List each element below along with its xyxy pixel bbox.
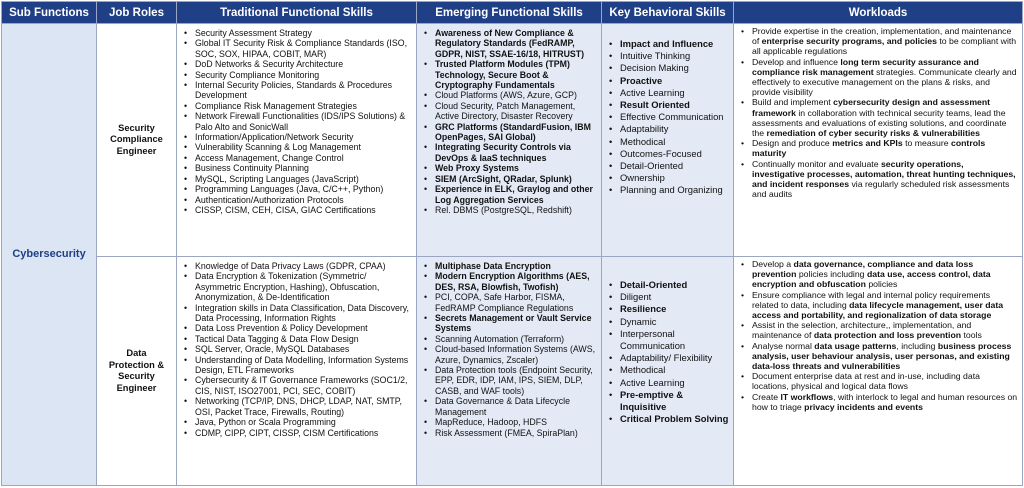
list-item-text: Detail-Oriented — [620, 279, 688, 290]
list-item — [608, 364, 729, 376]
list-item — [423, 417, 597, 427]
list-item — [423, 292, 597, 313]
list-item — [183, 344, 412, 354]
behavioral-skills-cell — [602, 257, 734, 486]
list-item-text: SIEM (ArcSight, QRadar, Splunk) — [435, 173, 572, 184]
list-item-text: data lifecycle management, user data access and portability, and regionalization of data storage — [752, 299, 1004, 321]
list-item — [183, 184, 412, 194]
list-item — [183, 261, 412, 271]
list-item-text: data protection and loss prevention — [813, 330, 962, 341]
list-item-text: Cybersecurity & IT Governance Frameworks (SOC1/2, CIS, NIST, ISO27001, PCI, SEC, COBIT) — [195, 375, 408, 396]
list-item-text: Methodical — [620, 364, 666, 376]
list-item — [608, 328, 729, 352]
list-item — [183, 271, 412, 302]
workloads-cell — [734, 24, 1023, 257]
emerging-skills-cell — [417, 24, 602, 257]
list-item — [183, 111, 412, 132]
list-item-text: CDMP, CIPP, CIPT, CISSP, CISM Certifications — [195, 427, 379, 438]
list-item — [183, 101, 412, 111]
list-item-text: Interpersonal Communication — [620, 327, 686, 352]
list-item-text: Impact and Influence — [620, 38, 714, 49]
list-item — [423, 90, 597, 100]
list-item-text: Develop a — [752, 259, 794, 269]
list-item-text: Design and produce — [752, 138, 833, 149]
list-item-text: Authentication/Authorization Protocols — [195, 194, 344, 205]
list-item-text: Awareness of New Compliance & Regulatory Standards (FedRAMP, GDPR, NIST, SSAE-16/18, HITRUST) — [435, 28, 585, 59]
list-item — [608, 111, 729, 123]
list-item-text: Dynamic — [620, 315, 657, 327]
list-item — [608, 75, 729, 87]
list-item — [183, 70, 412, 80]
list-item-text: data governance, compliance and data loss prevention — [752, 259, 974, 280]
list-item-text: Data Protection tools (Endpoint Security, EPP, EDR, IDP, IAM, IPS, SIEM, DLP, CASB, and WAF tools) — [435, 365, 593, 396]
list-item-text: Business Continuity Planning — [195, 163, 309, 174]
list-item — [740, 371, 1018, 391]
list-item-text: Provide expertise in the creation, implementation, and maintenance of — [752, 26, 1012, 47]
list-item-text: Experience in ELK, Graylog and other Log Aggregation Services — [435, 184, 593, 205]
list-item — [608, 291, 729, 303]
list-item — [608, 303, 729, 315]
list-item-text: via regularly scheduled risk assessments and audits — [752, 179, 1010, 200]
header-row — [2, 2, 1023, 24]
list-item-text: security operations, investigative processes, automation, threat hunting techniques, and incident responses — [752, 158, 1016, 190]
list-item-text: MapReduce, Hadoop, HDFS — [435, 417, 547, 428]
list-item-text: to measure — [902, 138, 951, 149]
emerging-skills-cell — [417, 257, 602, 486]
header-workloads: Workloads — [734, 2, 1023, 24]
list-item — [183, 174, 412, 184]
list-item-text: Security Assessment Strategy — [195, 28, 312, 38]
list-item — [183, 205, 412, 215]
list-item — [608, 87, 729, 99]
list-item-text: Integrating Security Controls via DevOps & IaaS techniques — [435, 142, 571, 163]
job-role-cell: Security Compliance Engineer — [97, 24, 177, 257]
list-item-text: Tactical Data Tagging & Data Flow Design — [195, 333, 359, 344]
list-item-text: Develop and influence — [752, 56, 841, 67]
list-item-text: data use, access control, data encryption and obfuscation — [752, 269, 991, 290]
list-item — [423, 122, 597, 143]
list-item-text: to be compliant with all applicable regulations — [752, 36, 1017, 57]
list-item — [608, 160, 729, 172]
list-item-text: Network Firewall Functionalities (IDS/IPS Solutions) & Palo Alto and SonicWall — [195, 111, 406, 132]
list-item-text: Knowledge of Data Privacy Laws (GDPR, CPAA) — [195, 261, 386, 271]
list-item-text: Adaptability/ Flexibility — [620, 352, 713, 364]
list-item — [608, 172, 729, 184]
list-item — [423, 28, 597, 59]
list-item-text: SQL Server, Oracle, MySQL Databases — [195, 344, 350, 355]
list-item-text: Detail-Oriented — [620, 160, 684, 172]
list-item-text: metrics and KPIs — [832, 138, 903, 149]
list-item-text: Vulnerability Scanning & Log Management — [195, 142, 361, 153]
list-item — [183, 375, 412, 396]
sub-function-cell: Cybersecurity — [2, 24, 97, 486]
list-item-text: Security Compliance Monitoring — [195, 69, 320, 80]
list-item — [608, 99, 729, 111]
list-item-text: Cloud Platforms (AWS, Azure, GCP) — [435, 90, 577, 101]
list-item-text: Planning and Organizing — [620, 184, 723, 196]
list-item-text: Active Learning — [620, 376, 685, 388]
list-item — [423, 59, 597, 90]
list-item-text: policies including — [796, 269, 867, 280]
list-item — [608, 377, 729, 389]
list-item — [608, 413, 729, 425]
list-item-text: Ownership — [620, 172, 665, 184]
list-item — [608, 136, 729, 148]
list-item-text: business process analysis, user behaviour analysis, user personas, and existing data-loss threats and vulnerabilities — [752, 340, 1012, 372]
list-item — [740, 97, 1018, 138]
list-item-text: Intuitive Thinking — [620, 50, 691, 62]
watermark — [1008, 60, 1022, 420]
list-item — [183, 428, 412, 438]
list-item — [608, 62, 729, 74]
list-item-text: Ensure compliance with legal and internal policy requirements related to data, including — [752, 289, 991, 310]
list-item-text: Trusted Platform Modules (TPM) Technology, Secure Boot & Cryptography Fundamentals — [435, 59, 570, 91]
list-item-text: PCI, COPA, Safe Harbor, FISMA, FedRAMP Compliance Regulations — [435, 292, 574, 313]
header-behavioral-skills: Key Behavioral Skills — [602, 2, 734, 24]
list-item-text: Rel. DBMS (PostgreSQL, Redshift) — [435, 204, 572, 215]
list-item — [608, 38, 729, 50]
list-item-text: Continually monitor and evaluate — [752, 158, 881, 169]
list-item-text: tools — [961, 330, 982, 341]
list-item — [608, 389, 729, 413]
list-item-text: Build and implement — [752, 97, 834, 108]
list-item-text: Global IT Security Risk & Compliance Standards (ISO, SOC, SOX, HIPAA, COBIT, MAR) — [195, 38, 408, 59]
list-item-text: Outcomes-Focused — [620, 147, 702, 159]
list-item-text: Effective Communication — [620, 111, 724, 123]
list-item-text: Understanding of Data Modelling, Information Systems Design, ETL Frameworks — [195, 354, 409, 376]
list-item-text: GRC Platforms (StandardFusion, IBM OpenPages, SAI Global) — [435, 121, 591, 143]
list-item — [608, 279, 729, 291]
traditional-skills-cell — [177, 257, 417, 486]
list-item-text: Scanning Automation (Terraform) — [435, 333, 565, 344]
list-item — [423, 163, 597, 173]
list-item-text: Adaptability — [620, 123, 669, 135]
list-item-text: controls maturity — [752, 138, 986, 159]
list-item — [423, 334, 597, 344]
list-item — [608, 123, 729, 135]
list-item — [423, 344, 597, 365]
list-item — [423, 365, 597, 396]
list-item — [740, 159, 1018, 200]
list-item — [183, 396, 412, 417]
header-traditional-skills: Traditional Functional Skills — [177, 2, 417, 24]
list-item-text: Analyse normal — [752, 340, 815, 351]
list-item-text: Cloud-based Information Systems (AWS, Azure, Dynamics, Zscaler) — [435, 344, 596, 365]
list-item — [423, 142, 597, 163]
list-item-text: Internal Security Policies, Standards & Procedures Development — [195, 80, 393, 101]
list-item — [183, 195, 412, 205]
list-item — [740, 259, 1018, 290]
list-item — [740, 320, 1018, 340]
list-item-text: Multiphase Data Encryption — [435, 261, 551, 271]
list-item — [423, 205, 597, 215]
list-item — [183, 334, 412, 344]
list-item — [183, 38, 412, 59]
list-item-text: Programming Languages (Java, C/C++, Python) — [195, 184, 384, 195]
list-item — [423, 428, 597, 438]
list-item-text: privacy incidents and events — [804, 401, 923, 412]
header-sub-functions: Sub Functions — [2, 2, 97, 24]
list-item-text: IT workflows — [780, 391, 834, 402]
list-item — [183, 355, 412, 376]
list-item — [183, 153, 412, 163]
list-item — [740, 290, 1018, 321]
list-item-text: Modern Encryption Algorithms (AES, DES, RSA, Blowfish, Twofish) — [435, 271, 590, 292]
list-item-text: Methodical — [620, 135, 666, 147]
list-item-text: Decision Making — [620, 62, 689, 74]
list-item-text: Pre-emptive & Inquisitive — [620, 388, 684, 413]
list-item — [423, 396, 597, 417]
list-item — [423, 271, 597, 292]
list-item-text: strategies. Communicate clearly and effectively to executive management on the plans & risks, and provide visibility — [752, 66, 1017, 98]
list-item-text: , including — [896, 340, 938, 351]
list-item — [183, 28, 412, 38]
list-item-text: Web Proxy Systems — [435, 163, 519, 174]
list-item-text: Result Oriented — [620, 99, 690, 111]
list-item-text: Active Learning — [620, 86, 685, 98]
table-row — [2, 24, 1023, 257]
list-item — [183, 132, 412, 142]
list-item — [183, 59, 412, 69]
list-item-text: Risk Assessment (FMEA, SpiraPlan) — [435, 427, 578, 438]
list-item — [183, 142, 412, 152]
list-item-text: cybersecurity design and assessment framework — [752, 97, 991, 118]
list-item-text: Critical Problem Solving — [620, 413, 729, 425]
list-item — [608, 184, 729, 196]
list-item — [740, 341, 1018, 372]
list-item-text: Document enterprise data at rest and in-use, including data locations, physical and logical data flows — [752, 371, 980, 392]
list-item — [740, 57, 1018, 98]
behavioral-skills-cell — [602, 24, 734, 257]
list-item-text: long term security assurance and compliance risk management — [752, 56, 979, 77]
list-item — [183, 323, 412, 333]
list-item-text: in collaboration with technical security teams, lead the assessments and evaluations of existing solutions, and coordinate the — [752, 107, 1007, 139]
list-item — [608, 148, 729, 160]
list-item-text: Access Management, Change Control — [195, 152, 344, 163]
list-item-text: , with interlock to legal and human resources on how to triage — [752, 391, 1018, 412]
list-item-text: enterprise security programs, and policies — [761, 36, 937, 47]
job-role-cell: Data Protection & Security Engineer — [97, 257, 177, 486]
list-item — [423, 313, 597, 334]
list-item-text: Create — [752, 391, 781, 402]
list-item-text: policies — [865, 279, 898, 290]
list-item — [608, 352, 729, 364]
list-item — [423, 184, 597, 205]
list-item-text: Integration skills in Data Classification, Data Discovery, Data Processing, Information Rights — [195, 302, 409, 324]
skills-matrix-table — [1, 1, 1023, 486]
list-item — [608, 50, 729, 62]
list-item — [183, 163, 412, 173]
list-item-text: Java, Python or Scala Programming — [195, 417, 336, 428]
list-item — [183, 80, 412, 101]
list-item-text: Cloud Security, Patch Management, Active Directory, Disaster Recovery — [435, 100, 576, 122]
header-emerging-skills: Emerging Functional Skills — [417, 2, 602, 24]
list-item — [608, 316, 729, 328]
list-item-text: Compliance Risk Management Strategies — [195, 100, 357, 111]
list-item — [740, 392, 1018, 412]
list-item-text: CISSP, CISM, CEH, CISA, GIAC Certifications — [195, 204, 376, 215]
list-item-text: Resilience — [620, 303, 667, 315]
table-row — [2, 257, 1023, 486]
list-item-text: MySQL, Scripting Languages (JavaScript) — [195, 173, 359, 184]
list-item-text: remediation of cyber security risks & vulnerabilities — [766, 128, 980, 139]
list-item-text: Diligent — [620, 291, 652, 303]
list-item-text: Information/Application/Network Security — [195, 132, 354, 143]
list-item-text: Assist in the selection, architecture,, implementation, and maintenance of — [752, 320, 972, 341]
list-item-text: data usage patterns — [814, 340, 897, 351]
list-item-text: Networking (TCP/IP, DNS, DHCP, LDAP, NAT, SMTP, OSI, Packet Trace, Firewalls, Routing) — [195, 396, 402, 417]
list-item-text: Data Encryption & Tokenization (Symmetric/ Asymmetric Encryption, Hashing), Obfuscation, Anonymization, & De-Identification — [195, 271, 380, 303]
list-item — [183, 303, 412, 324]
header-job-roles: Job Roles — [97, 2, 177, 24]
list-item-text: DoD Networks & Security Architecture — [195, 59, 344, 70]
list-item — [740, 138, 1018, 158]
list-item-text: Proactive — [620, 74, 663, 86]
list-item-text: Secrets Management or Vault Service Systems — [435, 313, 592, 334]
list-item — [423, 261, 597, 271]
traditional-skills-cell — [177, 24, 417, 257]
list-item — [740, 26, 1018, 57]
list-item — [183, 417, 412, 427]
list-item-text: Data Governance & Data Lifecycle Management — [435, 396, 570, 417]
list-item — [423, 101, 597, 122]
workloads-cell — [734, 257, 1023, 486]
list-item — [423, 174, 597, 184]
list-item-text: Data Loss Prevention & Policy Development — [195, 323, 368, 334]
